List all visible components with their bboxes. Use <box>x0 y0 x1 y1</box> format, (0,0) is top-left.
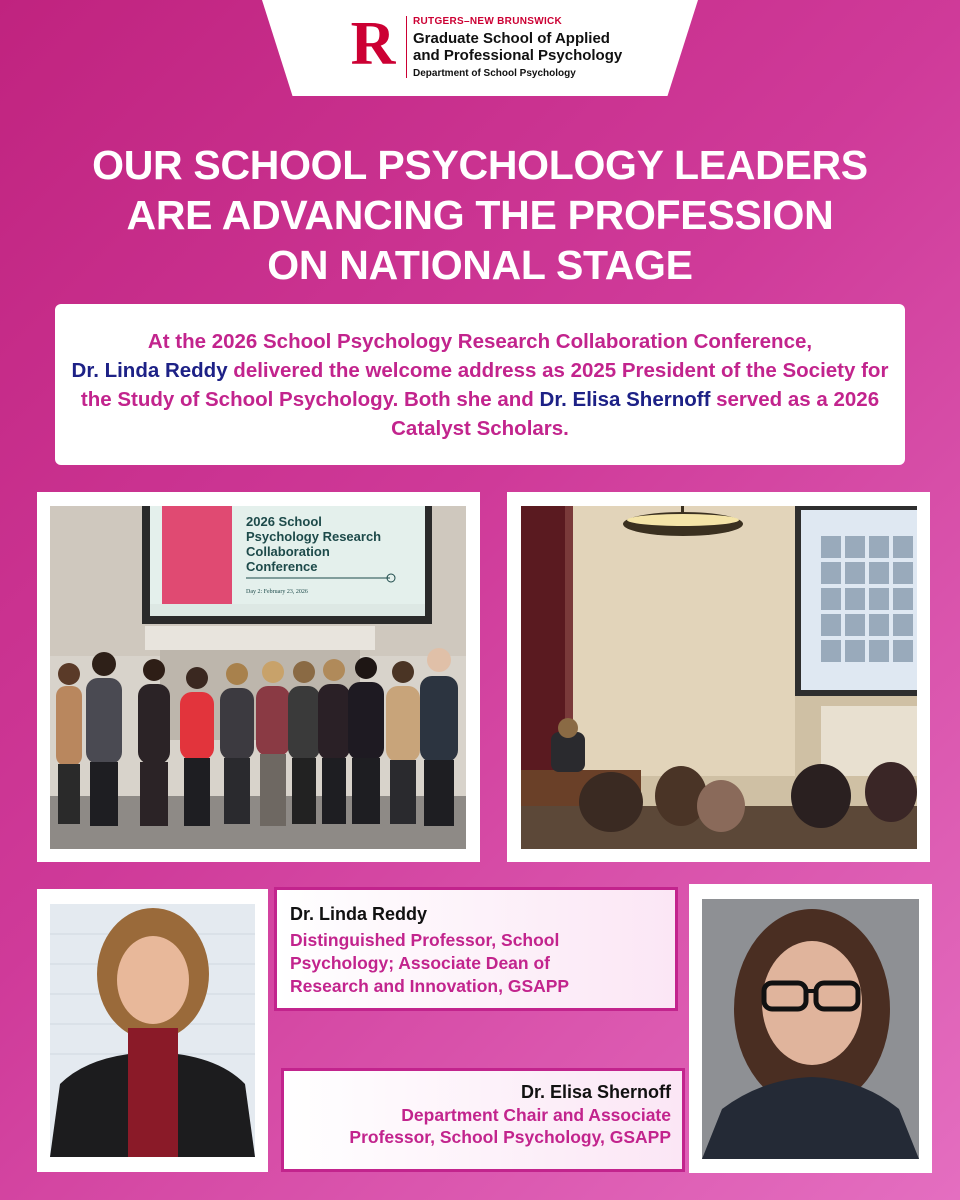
name-linda-reddy: Dr. Linda Reddy <box>71 359 228 382</box>
school-name: Graduate School of Applied and Professional Psychology <box>413 30 623 64</box>
svg-text:Psychology Research: Psychology Research <box>246 529 382 544</box>
portrait-elisa-shernoff <box>702 899 919 1159</box>
bio-name-elisa-shernoff: Dr. Elisa Shernoff <box>520 1082 671 1102</box>
bio-title-linda-reddy: Distinguished Professor, School Psychology; Associate Dean of Research and Innovation, GSAPP <box>290 930 570 996</box>
name-elisa-shernoff: Dr. Elisa Shernoff <box>539 388 711 411</box>
university-name: RUTGERS–NEW BRUNSWICK <box>413 16 563 27</box>
svg-text:2026 School: 2026 School <box>246 514 322 529</box>
svg-text:Day 2: February 23, 2026: Day 2: February 23, 2026 <box>246 589 308 595</box>
bio-title-elisa-shernoff: Department Chair and Associate Professor, School Psychology, GSAPP <box>349 1105 671 1147</box>
group-photo <box>50 506 466 849</box>
speaker-photo <box>521 506 917 849</box>
intro-text: At the 2026 School Psychology Research Collaboration Conference, Dr. Linda Reddy delivered the welcome address as 2025 President of the Society for the Study of School Psychology. Both she and Dr. Elisa Shernoff served as a 2026 Catalyst Scholars. <box>71 330 889 440</box>
svg-text:Conference: Conference <box>246 559 318 574</box>
department-name: Department of School Psychology <box>413 68 576 79</box>
svg-text:R: R <box>350 14 396 70</box>
portrait-linda-reddy <box>50 904 255 1157</box>
rutgers-r-logo-icon <box>345 14 401 70</box>
bio-name-linda-reddy: Dr. Linda Reddy <box>290 904 428 924</box>
svg-text:Collaboration: Collaboration <box>246 544 330 559</box>
headline: OUR SCHOOL PSYCHOLOGY LEADERS ARE ADVANCING THE PROFESSION ON NATIONAL STAGE <box>92 142 868 288</box>
logo-divider <box>406 16 407 78</box>
